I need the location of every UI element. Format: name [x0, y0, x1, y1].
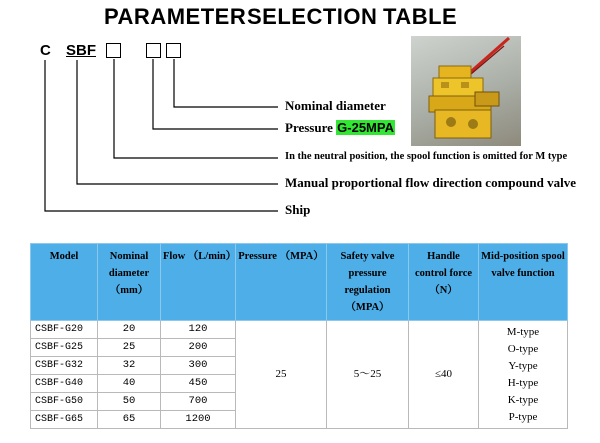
cell-model: CSBF-G32 — [31, 357, 98, 375]
label-pressure-value: G-25MPA — [337, 120, 394, 135]
table-row — [31, 321, 568, 339]
title-word-table: TABLE — [383, 4, 458, 29]
spool-function-item: M-type — [506, 325, 540, 338]
label-pressure — [285, 120, 395, 136]
code-box-function — [106, 43, 121, 58]
cell-model: CSBF-G50 — [31, 393, 98, 411]
title-word-selection: SELECTION — [247, 4, 378, 29]
cell-model: CSBF-G40 — [31, 375, 98, 393]
parameter-table — [30, 243, 568, 429]
label-ship: Ship — [285, 202, 311, 217]
cell-model: CSBF-G65 — [31, 411, 98, 429]
code-box-diameter — [166, 43, 181, 58]
header-safety-valve: Safety valve pressure regulation （MPA） — [327, 244, 409, 321]
code-box-pressure — [146, 43, 161, 58]
header-nominal-diameter: Nominal diameter （mm） — [98, 244, 161, 321]
spool-function-item: P-type — [508, 410, 538, 423]
spool-function-item: O-type — [507, 342, 539, 355]
cell-model: CSBF-G25 — [31, 339, 98, 357]
cell-model: CSBF-G20 — [31, 321, 98, 339]
header-model: Model — [31, 244, 98, 321]
header-spool-function: Mid-position spool valve function — [479, 244, 568, 321]
cell-flow: 300 — [161, 357, 236, 375]
label-manual-valve: Manual proportional flow direction compound valve — [285, 175, 576, 190]
cell-diameter: 65 — [98, 411, 161, 429]
cell-flow: 450 — [161, 375, 236, 393]
cell-safety-valve: 5～25 — [327, 321, 409, 429]
cell-diameter: 32 — [98, 357, 161, 375]
cell-pressure: 25 — [236, 321, 327, 429]
cell-flow: 120 — [161, 321, 236, 339]
cell-spool-functions — [479, 321, 568, 429]
code-prefix: C — [40, 42, 51, 59]
cell-diameter: 20 — [98, 321, 161, 339]
cell-handle-force: ≤40 — [409, 321, 479, 429]
cell-flow: 700 — [161, 393, 236, 411]
table-header-row — [31, 244, 568, 321]
label-pressure-prefix: Pressure — [285, 120, 337, 135]
header-pressure: Pressure （MPA） — [236, 244, 327, 321]
cell-diameter: 25 — [98, 339, 161, 357]
header-handle-force: Handle control force （N） — [409, 244, 479, 321]
spool-function-item: K-type — [507, 393, 539, 406]
spool-function-item: H-type — [507, 376, 539, 389]
cell-flow: 200 — [161, 339, 236, 357]
label-neutral-position: In the neutral position, the spool function is omitted for M type — [285, 151, 568, 162]
spool-function-item: Y-type — [508, 359, 538, 372]
code-series: SBF — [66, 42, 96, 59]
valve-product-photo — [411, 36, 521, 146]
header-flow: Flow （L/min） — [161, 244, 236, 321]
label-nominal-diameter: Nominal diameter — [285, 98, 386, 113]
title-word-parameter: PARAMETER — [104, 4, 247, 29]
cell-diameter: 40 — [98, 375, 161, 393]
cell-diameter: 50 — [98, 393, 161, 411]
cell-flow: 1200 — [161, 411, 236, 429]
